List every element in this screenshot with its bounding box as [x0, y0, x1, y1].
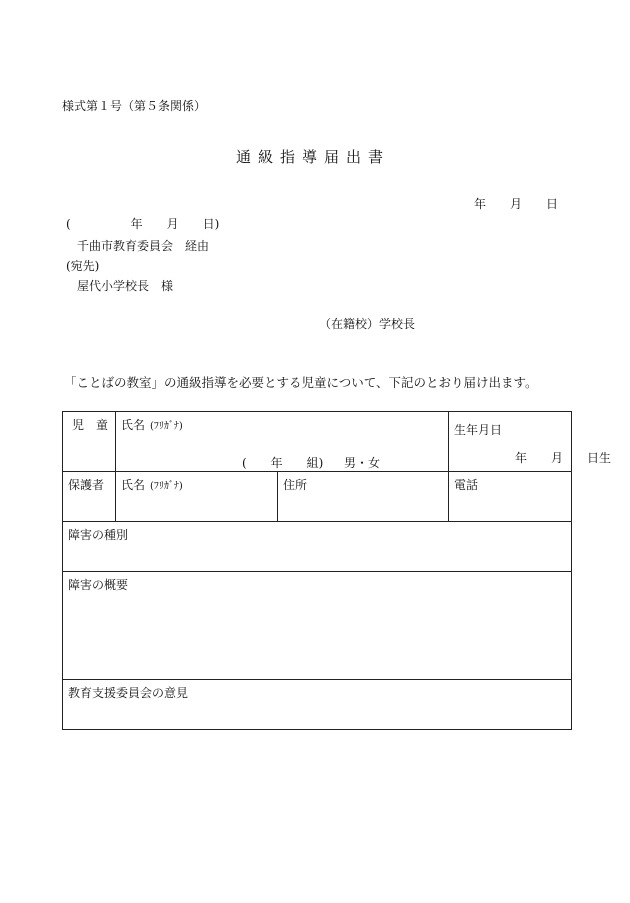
child-name-cell[interactable] — [116, 412, 449, 472]
gender-options[interactable]: 男・女 — [344, 456, 381, 470]
phone-cell[interactable] — [449, 472, 572, 522]
paren-date: ( 年 月 日) — [66, 217, 220, 231]
via-line: 千曲市教育委員会 経由 — [77, 239, 210, 253]
child-furigana-label: (ﾌﾘｶﾞﾅ) — [150, 421, 183, 432]
form-number: 様式第１号（第５条関係） — [62, 99, 207, 113]
disability-type-label: 障害の種別 — [68, 528, 129, 542]
birth-value: 年 月 日生 — [515, 451, 612, 465]
guardian-name-cell[interactable] — [116, 472, 278, 522]
guardian-label: 保護者 — [68, 478, 105, 492]
guardian-furigana-label: (ﾌﾘｶﾞﾅ) — [150, 481, 183, 492]
submission-date: 年 月 日 — [474, 197, 559, 211]
child-name-label: 氏名 — [121, 418, 146, 432]
statement: 「ことばの教室」の通級指導を必要とする児童について、下記のとおり届け出ます。 — [64, 375, 538, 390]
address-label: 住所 — [283, 478, 308, 492]
committee-opinion-label: 教育支援委員会の意見 — [68, 686, 189, 700]
guardian-name-label: 氏名 — [121, 478, 146, 492]
disability-type-cell[interactable] — [63, 522, 572, 572]
child-label: 児 童 — [72, 418, 109, 432]
address-cell[interactable] — [278, 472, 449, 522]
grade-class: ( 年 組) — [242, 456, 324, 470]
addressee-label: (宛先) — [66, 259, 100, 273]
disability-overview-cell[interactable] — [63, 572, 572, 680]
birth-cell[interactable] — [449, 412, 612, 472]
guardian-label-cell — [63, 472, 116, 522]
addressee: 屋代小学校長 様 — [77, 279, 174, 293]
disability-overview-label: 障害の概要 — [68, 578, 129, 592]
notification-table — [62, 411, 612, 730]
committee-opinion-cell[interactable] — [63, 680, 572, 730]
phone-label: 電話 — [454, 478, 479, 492]
sender: （在籍校）学校長 — [319, 317, 416, 331]
document-title: 通級指導届出書 — [236, 148, 391, 166]
child-label-cell — [63, 412, 116, 472]
birth-label: 生年月日 — [454, 423, 503, 437]
